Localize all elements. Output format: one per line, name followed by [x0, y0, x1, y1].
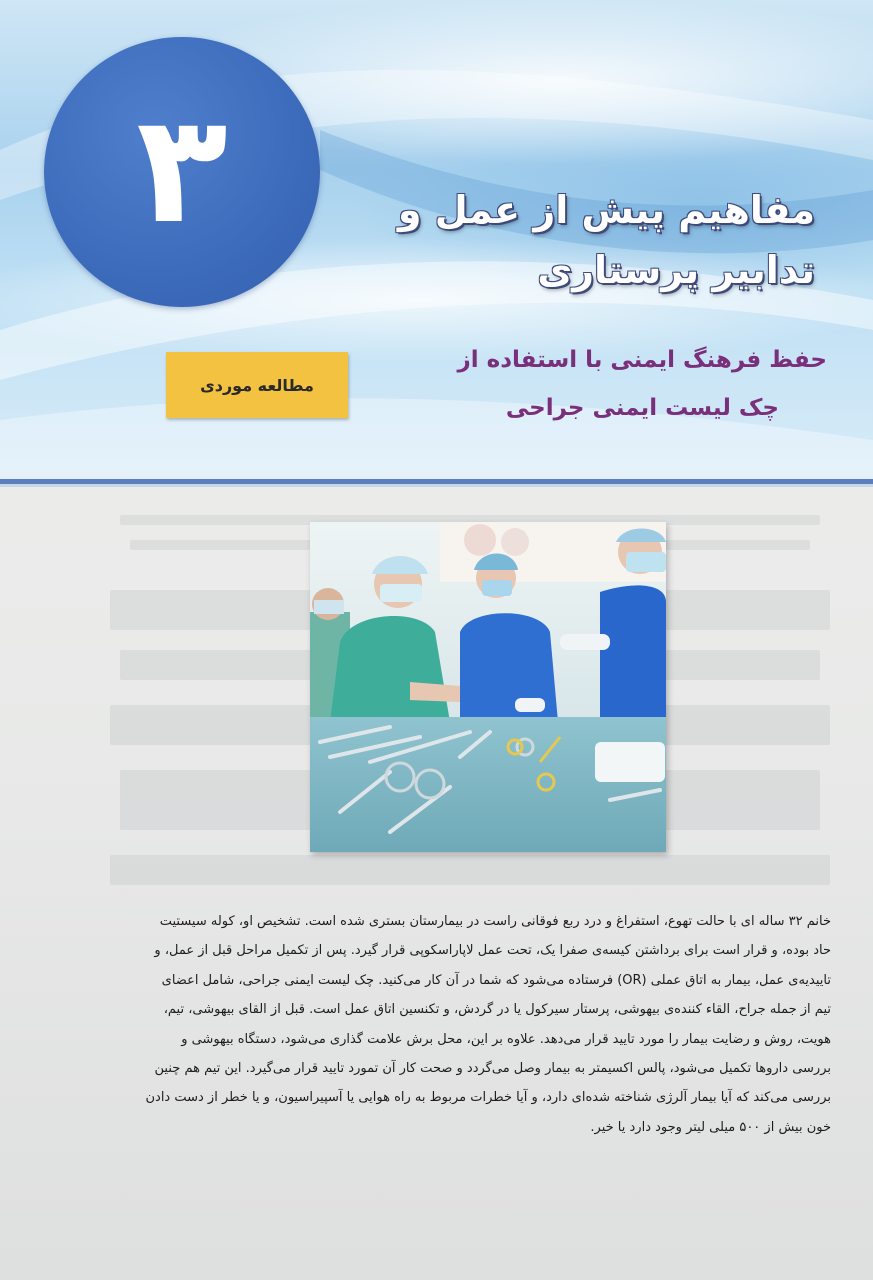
paragraph-line: بررسی داروها تکمیل می‌شود، پالس اکسیمتر به بیمار وصل می‌گردد و صحت کار آن تمورد تایید قرار می‌گیرد. این تیم هم چنین: [154, 1061, 831, 1077]
paragraph-line: خون بیش از ۵۰۰ میلی لیتر وجود دارد یا خیر.: [590, 1119, 831, 1135]
chapter-number-disc: [44, 37, 320, 307]
operating-room-photo: [310, 522, 666, 852]
case-study-label: مطالعه موردی: [200, 375, 314, 395]
subtitle-line-2: چک لیست ایمنی جراحی: [505, 395, 779, 421]
header-divider-light: [0, 484, 873, 487]
paragraph-line: هویت، روش و رضایت بیمار را مورد تایید قرار می‌دهد. علاوه بر این، محل برش علامت گذاری می‌شود، دستگاه بیهوشی و: [181, 1031, 831, 1047]
subtitle-line-1: حفظ فرهنگ ایمنی با استفاده از: [457, 347, 827, 373]
paragraph-line: تیم از جمله جراح، القاء کننده‌ی بیهوشی، پرستار سیرکول یا در گردش، و تکنسین اتاق عمل است. قبل از القای بیهوشی، تیم،: [163, 1002, 831, 1018]
chapter-number: ۳: [136, 83, 228, 257]
case-study-badge: [166, 352, 348, 418]
paragraph-line: بررسی می‌کند که آیا بیمار آلرژی شناخته شده‌ای دارد، و آیا خطرات مربوط به راه هوایی یا آسپیراسیون، و یا خطر از دست دادن: [145, 1090, 831, 1106]
chapter-header: [0, 0, 873, 487]
show-through-decoration: [110, 855, 830, 885]
case-study-text: [41, 907, 831, 1142]
case-study-subtitle: [407, 336, 827, 432]
paragraph-line: حاد بوده، و قرار است برای برداشتن کیسه‌ی صفرا یک، تحت عمل لاپاراسکوپی قرار گیرد. پس از تکمیل مراحل قبل از عمل، و: [154, 943, 831, 959]
chapter-title: مفاهیم پیش از عمل و تدابیر پرستاری: [397, 188, 815, 292]
paragraph-line: تاییدیه‌ی عمل، بیمار به اتاق عملی (OR) فرستاده می‌شود که شما در آن کار می‌کنید. چک لیست ایمنی جراحی، شامل اعضای: [161, 972, 831, 988]
paragraph-line: خانم ۳۲ ساله ای با حالت تهوع، استفراغ و درد ربع فوقانی راست در بیمارستان بستری شده است. تشخیص او، کوله سیستیت: [159, 914, 831, 929]
operating-room-illustration: [310, 522, 666, 852]
